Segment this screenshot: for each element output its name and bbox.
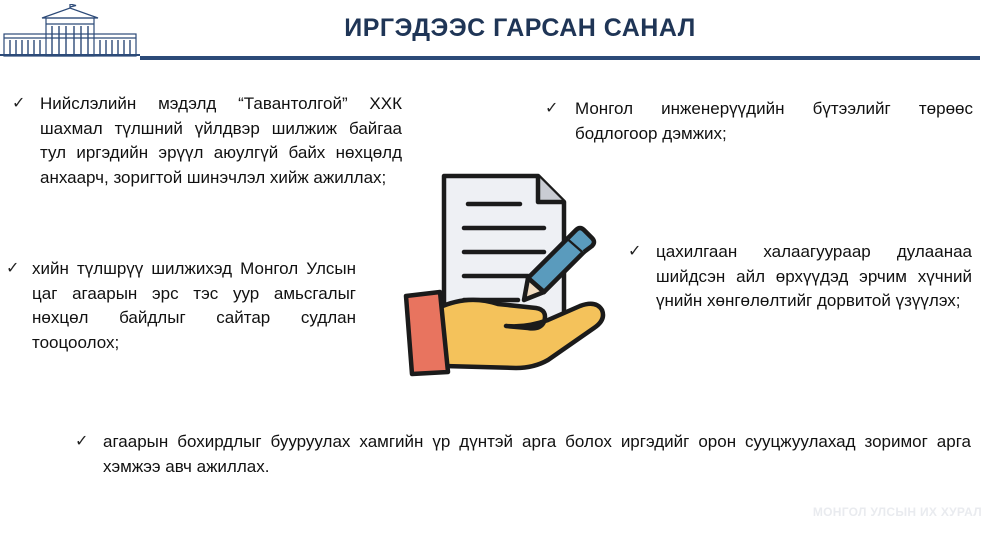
- checkmark-icon: ✓: [12, 95, 26, 112]
- bullet-item: [545, 97, 973, 146]
- page-title: ИРГЭДЭЭС ГАРСАН САНАЛ: [344, 14, 696, 42]
- checkmark-icon: ✓: [75, 433, 89, 450]
- bullet-item: [6, 257, 356, 355]
- header-divider: [140, 56, 980, 60]
- hand-icon: [438, 300, 603, 368]
- bullet-item: [75, 430, 971, 479]
- header-divider-left: [0, 54, 140, 56]
- sleeve-cuff-icon: [406, 292, 448, 374]
- footer-watermark: МОНГОЛ УЛСЫН ИХ ХУРАЛ: [812, 505, 982, 519]
- checkmark-icon: ✓: [628, 243, 642, 260]
- bullet-item: [628, 240, 972, 314]
- bullet-text: агаарын бохирдлыг бууруулах хамгийн үр дүнтэй арга болох иргэдийг орон сууцжуулахад зоримог арга хэмжээ авч ажиллах.: [103, 432, 971, 476]
- checkmark-icon: ✓: [6, 260, 20, 277]
- bullet-text: хийн түлшрүү шилжихэд Монгол Улсын цаг агаарын эрс тэс уур амьсгалыг нөхцөл байдлыг сайтар судлан тооцоолох;: [32, 259, 356, 352]
- document-pen-hand-icon: [398, 168, 613, 378]
- checkmark-icon: ✓: [545, 100, 559, 117]
- bullet-text: Монгол инженерүүдийн бүтээлийг төрөөс бодлогоор дэмжих;: [575, 99, 973, 143]
- bullet-item: [12, 92, 402, 190]
- parliament-building-logo: [2, 4, 138, 60]
- bullet-text: Нийслэлийн мэдэлд “Тавантолгой” ХХК шахмал түлшний үйлдвэр шилжиж байгаа тул иргэдийн эрүүл аюулгүй байх нөхцөлд анхаарч, зоригтой шинэчлэл хийж ажиллах;: [40, 94, 402, 187]
- bullet-text: цахилгаан халаагуураар дулаанаа шийдсэн айл өрхүүдэд эрчим хүчний үнийн хөнгөлөлтийг дорвитой үзүүлэх;: [656, 242, 972, 310]
